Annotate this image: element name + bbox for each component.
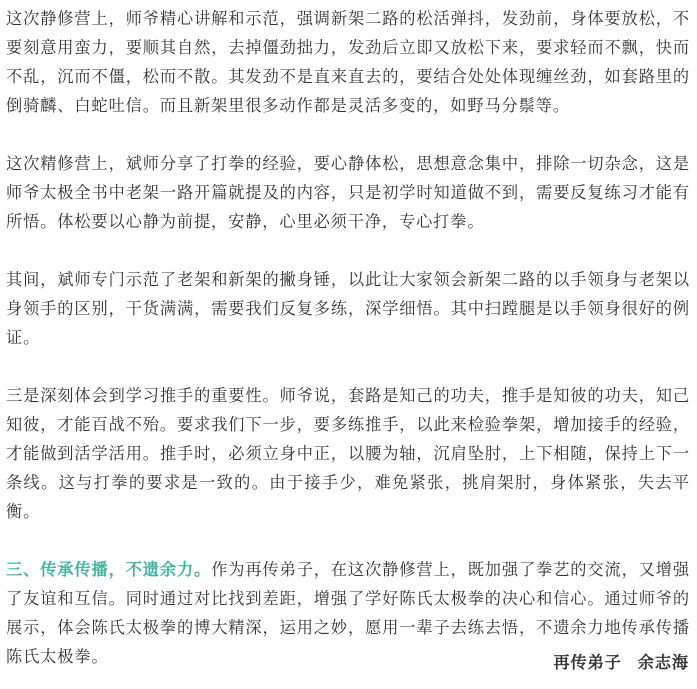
author-name: 余志海 (637, 653, 689, 672)
section-heading: 三、传承传播，不遗余力。 (6, 560, 212, 579)
paragraph-tuishou: 三是深刻体会到学习推手的重要性。师爷说，套路是知己的功夫，推手是知彼的功夫，知己知彼，才能百战不殆。要求我们下一步，要多练推手，以此来检验拳架，增加接手的经验，才能做到活学活用。推手时，必须立身中正，以腰为轴，沉肩坠肘，上下相随，保持上下一条线。这与打拳的要求是一致的。由于接手少，难免紧张，挑肩架肘，身体紧张，失去平衡。 (6, 386, 690, 521)
paragraph-fajing: 这次静修营上，师爷精心讲解和示范，强调新架二路的松活弹抖，发劲前，身体要放松，不要刻意用蛮力，要顺其自然，去掉僵劲拙力，发劲后立即又放松下来，要求轻而不飘，快而不乱，沉而不僵，松而不散。其发劲不是直来直去的，要结合处处体现缠丝劲，如套路里的倒骑麟、白蛇吐信。而且新架里很多动作都是灵活多变的，如野马分鬃等。 (6, 9, 690, 115)
author-signature (553, 651, 689, 675)
article-body (6, 4, 690, 671)
author-role: 再传弟子 (553, 653, 622, 672)
paragraph-inheritance-body: 作为再传弟子，在这次静修营上，既加强了拳艺的交流，又增强了友谊和互信。同时通过对比找到差距，增强了学好陈氏太极拳的决心和信心。通过师爷的展示，体会陈氏太极拳的博大精深，运用之妙，愿用一辈子去练去悟，不遗余力地传承传播陈氏太极拳。 (6, 560, 690, 666)
paragraph-pieshenchui: 其间，斌师专门示范了老架和新架的撇身锤，以此让大家领会新架二路的以手领身与老架以身领手的区别，干货满满，需要我们反复多练，深学细悟。其中扫蹚腿是以手领身很好的例证。 (6, 270, 690, 347)
paragraph-experience: 这次精修营上，斌师分享了打拳的经验，要心静体松，思想意念集中，排除一切杂念，这是师爷太极全书中老架一路开篇就提及的内容，只是初学时知道做不到，需要反复练习才能有所悟。体松要以心静为前提，安静，心里必须干净，专心打拳。 (6, 154, 690, 231)
